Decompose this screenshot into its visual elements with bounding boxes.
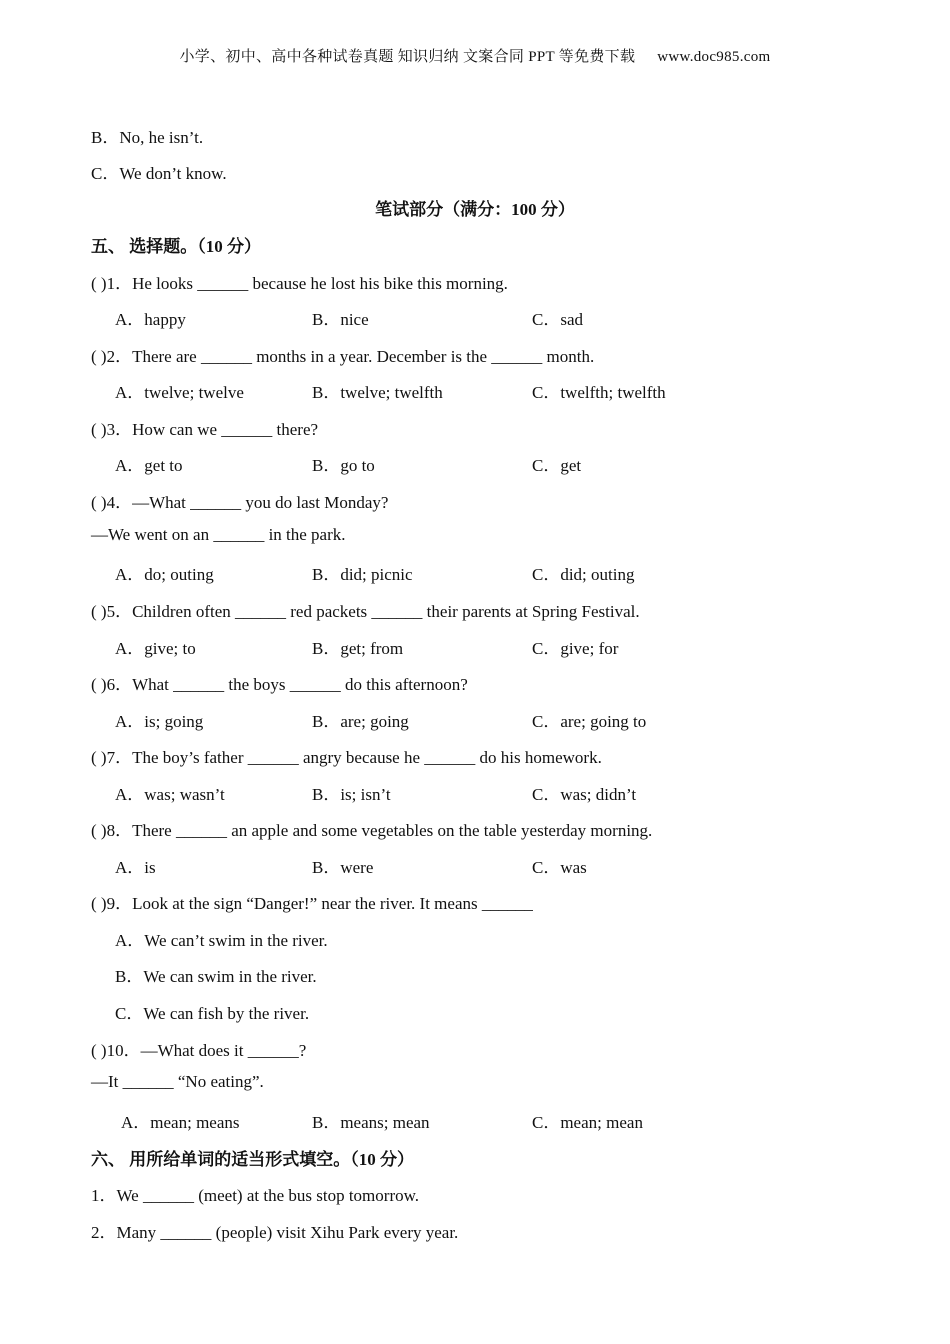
prev-option-b: B．No, he isn’t.: [91, 128, 204, 147]
question-7-option-a: A．was; wasn’t: [115, 785, 225, 804]
header-site: www.doc985.com: [657, 49, 771, 65]
page-header: [0, 45, 950, 66]
fill-item-2: 2．Many ______ (people) visit Xihu Park every year.: [91, 1223, 459, 1242]
question-1-stem: ( )1．He looks ______ because he lost his bike this morning.: [91, 274, 508, 293]
question-10-stem-2: —It ______ “No eating”.: [91, 1072, 264, 1091]
question-2-stem: ( )2．There are ______ months in a year. December is the ______ month.: [91, 347, 595, 366]
question-3-option-b: B．go to: [312, 456, 375, 475]
question-10-option-b: B．means; mean: [312, 1113, 430, 1132]
question-6-stem: ( )6．What ______ the boys ______ do this afternoon?: [91, 675, 468, 694]
question-5-stem: ( )5．Children often ______ red packets ______ their parents at Spring Festival.: [91, 602, 640, 621]
question-8-option-a: A．is: [115, 858, 156, 877]
question-9-stem: ( )9．Look at the sign “Danger!” near the river. It means ______: [91, 894, 533, 913]
question-9-option-a: A．We can’t swim in the river.: [115, 931, 328, 950]
question-2-option-c: C．twelfth; twelfth: [532, 383, 666, 402]
question-6-option-b: B．are; going: [312, 712, 409, 731]
question-9-option-c: C．We can fish by the river.: [115, 1004, 310, 1023]
question-8-stem: ( )8．There ______ an apple and some vegetables on the table yesterday morning.: [91, 821, 653, 840]
question-1-option-a: A．happy: [115, 310, 186, 329]
question-8-option-b: B．were: [312, 858, 374, 877]
question-10-option-c: C．mean; mean: [532, 1113, 643, 1132]
prev-option-c: C．We don’t know.: [91, 164, 227, 183]
question-4-stem-2: —We went on an ______ in the park.: [91, 525, 346, 544]
question-10-option-a: A．mean; means: [121, 1113, 240, 1132]
question-1-option-c: C．sad: [532, 310, 583, 329]
question-6-option-a: A．is; going: [115, 712, 204, 731]
fill-item-1: 1．We ______ (meet) at the bus stop tomorrow.: [91, 1186, 420, 1205]
header-text: 小学、初中、高中各种试卷真题 知识归纳 文案合同 PPT 等免费下载: [179, 49, 636, 65]
question-4-stem: ( )4．—What ______ you do last Monday?: [91, 493, 389, 512]
question-4-option-a: A．do; outing: [115, 565, 214, 584]
question-3-option-c: C．get: [532, 456, 582, 475]
question-8-option-c: C．was: [532, 858, 587, 877]
section6-heading: 六、 用所给单词的适当形式填空。（10 分）: [91, 1150, 414, 1169]
question-6-option-c: C．are; going to: [532, 712, 647, 731]
question-5-option-b: B．get; from: [312, 639, 404, 658]
question-7-option-c: C．was; didn’t: [532, 785, 637, 804]
question-2-option-a: A．twelve; twelve: [115, 383, 244, 402]
question-5-option-c: C．give; for: [532, 639, 619, 658]
written-section-title: 笔试部分（满分：100 分）: [375, 200, 575, 219]
question-10-stem: ( )10．—What does it ______?: [91, 1041, 307, 1060]
question-9-option-b: B．We can swim in the river.: [115, 967, 317, 986]
question-1-option-b: B．nice: [312, 310, 369, 329]
question-3-stem: ( )3．How can we ______ there?: [91, 420, 319, 439]
question-4-option-b: B．did; picnic: [312, 565, 413, 584]
question-3-option-a: A．get to: [115, 456, 183, 475]
question-4-option-c: C．did; outing: [532, 565, 635, 584]
question-7-stem: ( )7．The boy’s father ______ angry because he ______ do his homework.: [91, 748, 602, 767]
section5-heading: 五、 选择题。（10 分）: [91, 237, 261, 256]
question-2-option-b: B．twelve; twelfth: [312, 383, 443, 402]
question-5-option-a: A．give; to: [115, 639, 196, 658]
question-7-option-b: B．is; isn’t: [312, 785, 391, 804]
